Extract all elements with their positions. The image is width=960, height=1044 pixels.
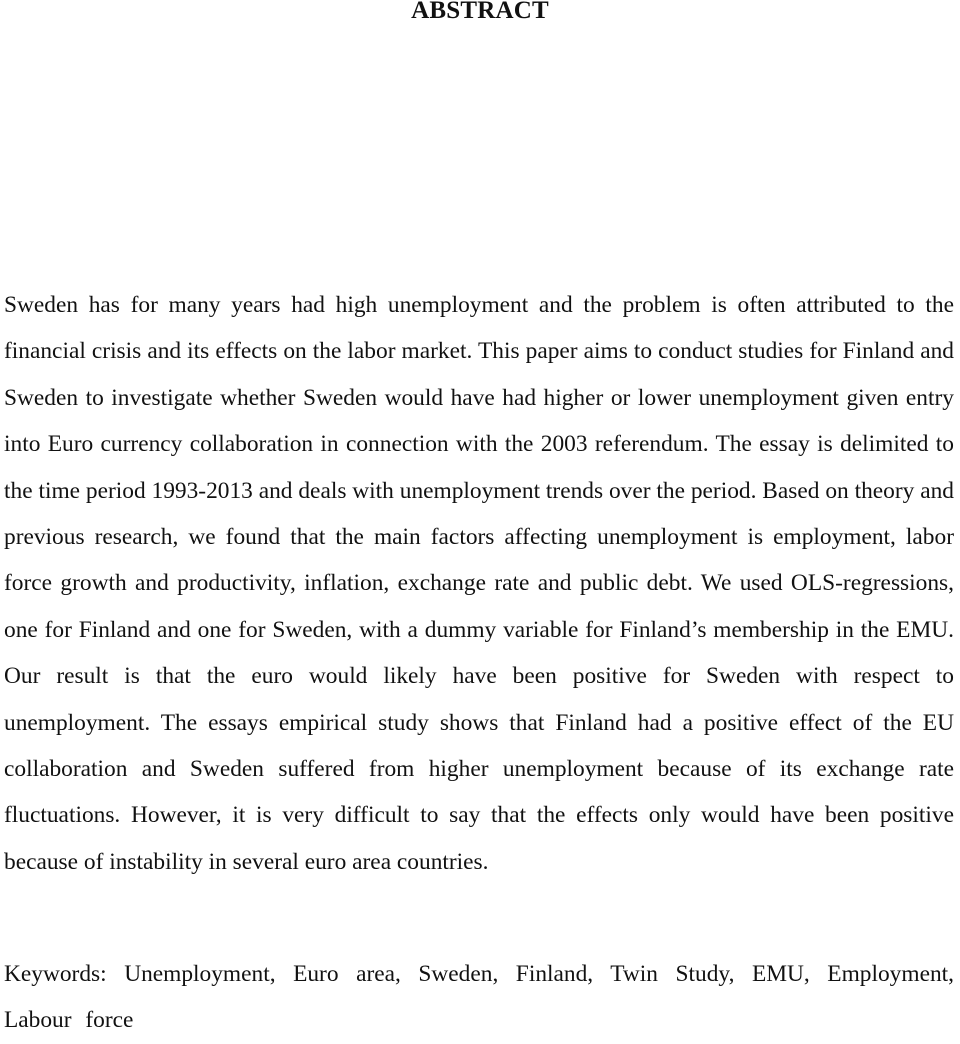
- keywords-paragraph: [4, 951, 954, 1044]
- abstract-paragraph: Sweden has for many years had high unemployment and the problem is often attributed to the financial crisis and its effects on the labor market. This paper aims to conduct studies for Finland and Sweden to investigate whether Sweden would have had higher or lower unemployment given entry into Euro currency collaboration in connection with the 2003 referendum. The essay is delimited to the time period 1993-2013 and deals with unemployment trends over the period. Based on theory and previous research, we found that the main factors affecting unemployment is employment, labor force growth and productivity, inflation, exchange rate and public debt. We used OLS-regressions, one for Finland and one for Sweden, with a dummy variable for Finland’s membership in the EMU. Our result is that the euro would likely have been positive for Sweden with respect to unemployment. The essays empirical study shows that Finland had a positive effect of the EU collaboration and Sweden suffered from higher unemployment because of its exchange rate fluctuations. However, it is very difficult to say that the effects only would have been positive because of instability in several euro area countries.: [4, 292, 954, 875]
- keywords-list: Unemployment, Euro area, Sweden, Finland, Twin Study, EMU, Employment, Labour force: [4, 961, 954, 1034]
- keywords-label: Keywords:: [4, 961, 107, 987]
- abstract-heading: ABSTRACT: [411, 0, 549, 24]
